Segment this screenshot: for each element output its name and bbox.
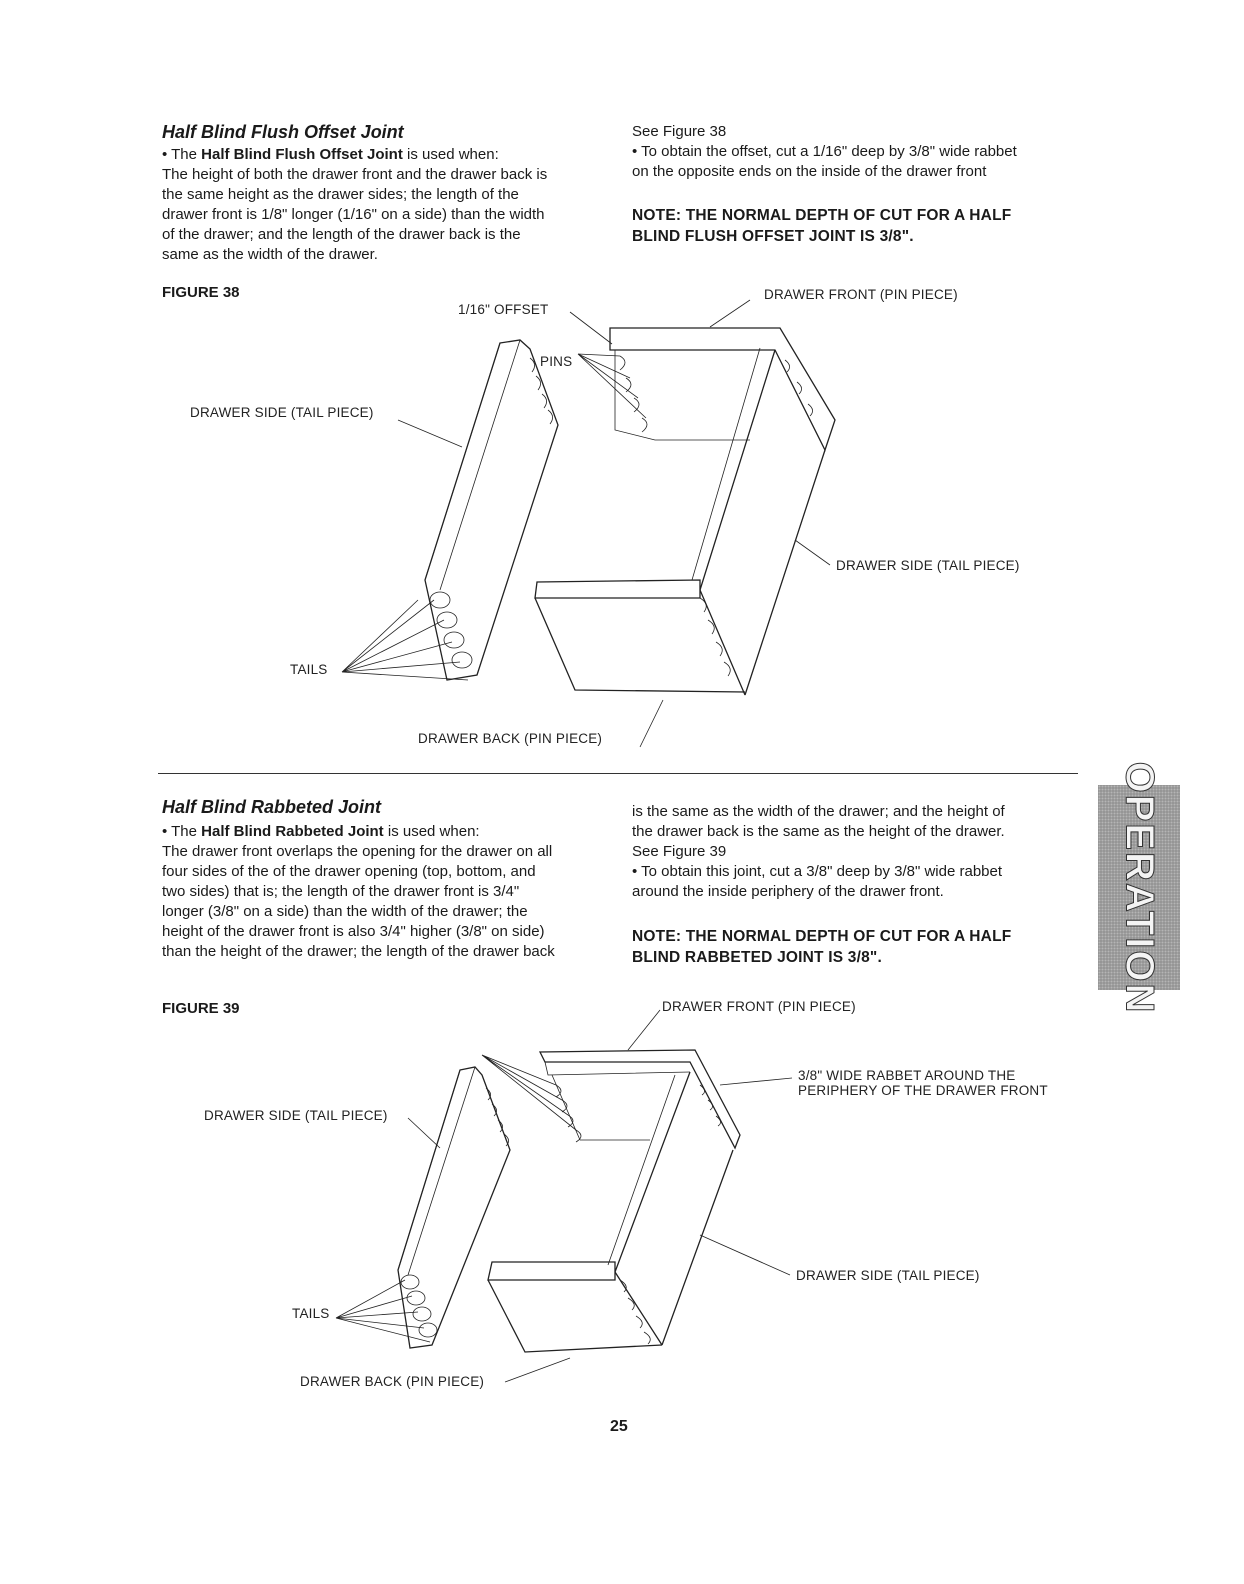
section1-heading: Half Blind Flush Offset Joint (162, 122, 404, 142)
section1-right-line: See Figure 38 (632, 123, 727, 140)
figure38-front-callout: DRAWER FRONT (PIN PIECE) (764, 287, 958, 302)
section1-body-line: drawer front is 1/8" longer (1/16" on a side) than the width (162, 206, 545, 223)
section1-body-line: the same height as the drawer sides; the length of the (162, 186, 519, 203)
section2-body-line: two sides) that is; the length of the drawer front is 3/4" (162, 883, 520, 900)
section1-note-line: BLIND FLUSH OFFSET JOINT IS 3/8". (632, 228, 914, 245)
operation-tab-label: OPERATION (1117, 761, 1162, 1014)
figure39-rabbet-callout (798, 1068, 1048, 1098)
section2-body-line: height of the drawer front is also 3/4" higher (3/8" on side) (162, 923, 545, 940)
figure39-left-side-panel (398, 1067, 510, 1348)
section2-right-line: • To obtain this joint, cut a 3/8" deep by 3/8" wide rabbet (632, 863, 1003, 880)
section2-body-line: than the height of the drawer; the length of the drawer back (162, 943, 555, 960)
section1-body-line: same as the width of the drawer. (162, 246, 378, 263)
figure38-back-callout: DRAWER BACK (PIN PIECE) (418, 731, 603, 746)
figure39-tails-callout: TAILS (292, 1306, 330, 1321)
figure38-label: FIGURE 38 (162, 284, 240, 301)
section2-right-line: around the inside periphery of the drawer front. (632, 883, 944, 900)
figure39-right-side-callout: DRAWER SIDE (TAIL PIECE) (796, 1268, 980, 1283)
section2-note-line: BLIND RABBETED JOINT IS 3/8". (632, 949, 882, 966)
figure39-drawer-back (488, 1262, 662, 1352)
figure39-rabbet-callout-line: PERIPHERY OF THE DRAWER FRONT (798, 1083, 1048, 1098)
section2-heading: Half Blind Rabbeted Joint (162, 797, 382, 817)
figure38-offset-callout: 1/16" OFFSET (458, 302, 549, 317)
section1-note-line: NOTE: THE NORMAL DEPTH OF CUT FOR A HALF (632, 207, 1012, 224)
figure39-drawer-front (540, 1050, 740, 1148)
section2-right-line: is the same as the width of the drawer; and the height of (632, 803, 1005, 820)
section2-note-line: NOTE: THE NORMAL DEPTH OF CUT FOR A HALF (632, 928, 1012, 945)
figure38-right-side-callout: DRAWER SIDE (TAIL PIECE) (836, 558, 1020, 573)
figure39-front-callout: DRAWER FRONT (PIN PIECE) (662, 999, 856, 1014)
section2-body-line: The drawer front overlaps the opening for the drawer on all (162, 843, 553, 860)
figure38-left-side-callout: DRAWER SIDE (TAIL PIECE) (190, 405, 374, 420)
figure39-label: FIGURE 39 (162, 1000, 240, 1017)
section2-body-line: four sides of the of the drawer opening (top, bottom, and (162, 863, 536, 880)
figure38-pins-callout: PINS (540, 354, 573, 369)
section2-right-line: the drawer back is the same as the height of the drawer. (632, 823, 1005, 840)
section2-right-line: See Figure 39 (632, 843, 727, 860)
section1-bullet: • The Half Blind Flush Offset Joint is used when: (162, 146, 499, 163)
figure38-tails-callout: TAILS (290, 662, 328, 677)
figure39-left-side-callout: DRAWER SIDE (TAIL PIECE) (204, 1108, 388, 1123)
figure39-right-side-panel (615, 1072, 733, 1345)
figure39-rabbet-callout-line: 3/8" WIDE RABBET AROUND THE (798, 1068, 1016, 1083)
page-number: 25 (610, 1418, 628, 1435)
section1-right-line: • To obtain the offset, cut a 1/16" deep by 3/8" wide rabbet (632, 143, 1017, 160)
section2-bullet: • The Half Blind Rabbeted Joint is used when: (162, 823, 480, 840)
section1-body-line: The height of both the drawer front and the drawer back is (162, 166, 548, 183)
section1-body-line: of the drawer; and the length of the drawer back is the (162, 226, 521, 243)
figure39-back-callout: DRAWER BACK (PIN PIECE) (300, 1374, 485, 1389)
section2-body-line: longer (3/8" on a side) than the width of the drawer; the (162, 903, 528, 920)
section1-right-line: on the opposite ends on the inside of the drawer front (632, 163, 987, 180)
